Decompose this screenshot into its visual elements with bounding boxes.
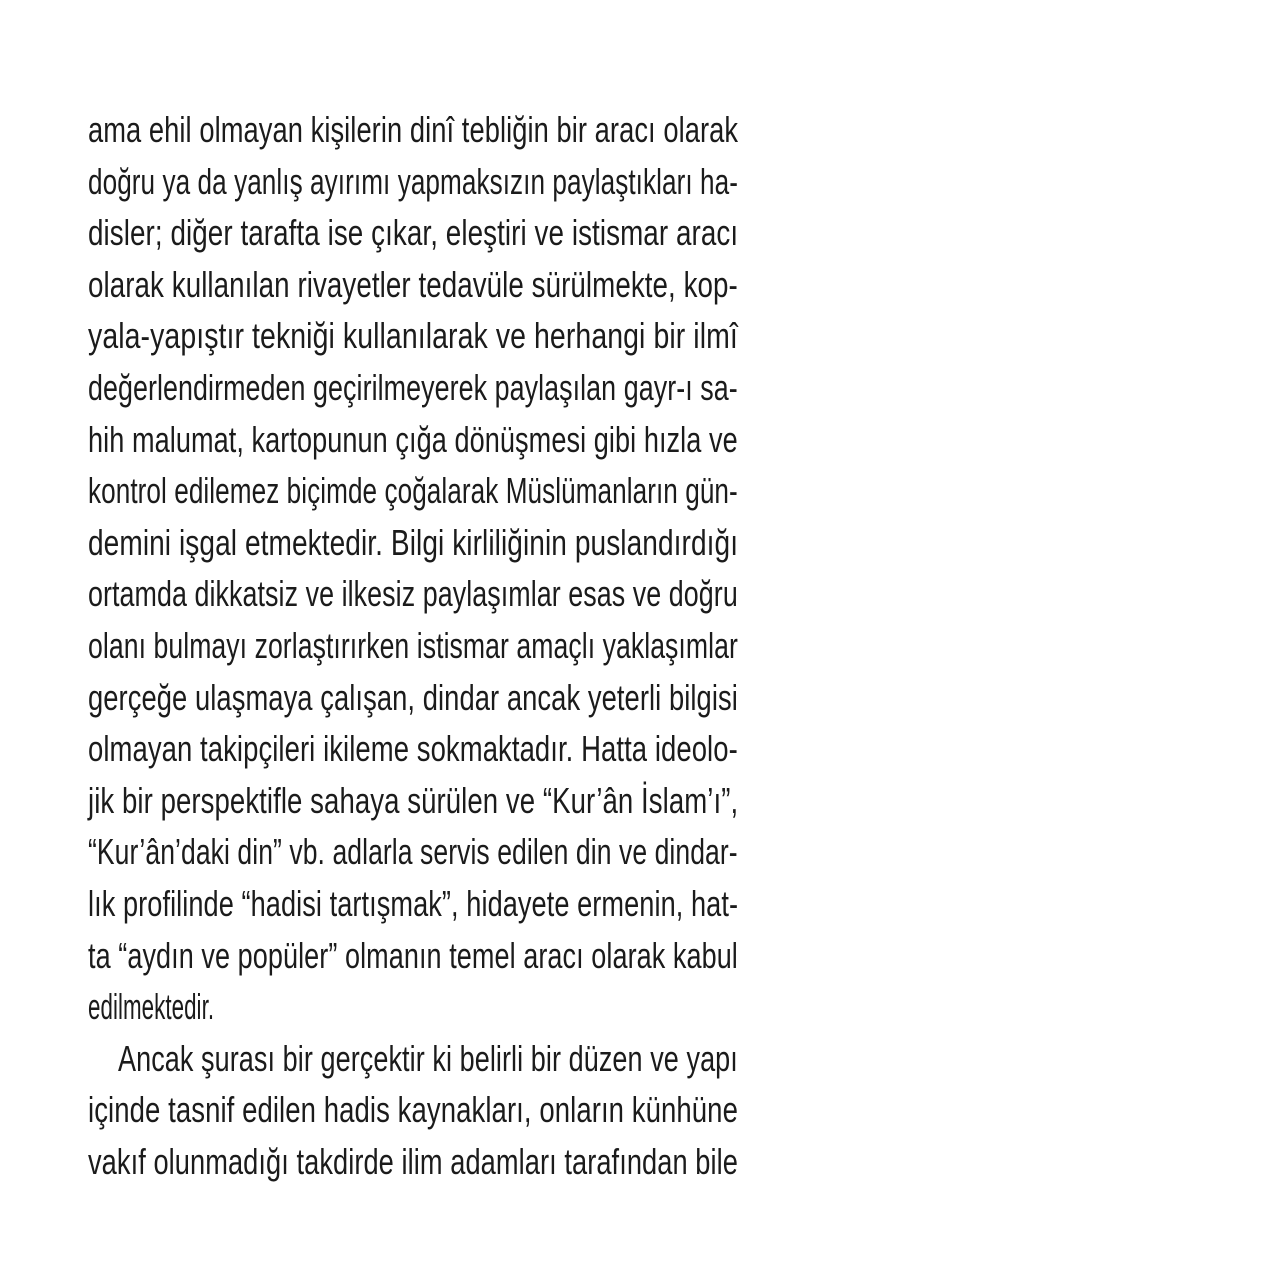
text-line: ama ehil olmayan kişilerin dinî tebliğin bir aracı olarak (88, 109, 739, 150)
body-text (88, 104, 738, 1187)
text-line: edilmektedir. (88, 986, 215, 1028)
text-line: olarak kullanılan rivayetler tedavüle sürülmekte, kop- (88, 263, 738, 305)
text-line: gerçeğe ulaşmaya çalışan, dindar ancak yeterli bilgisi (88, 676, 738, 718)
text-line: demini işgal etmektedir. Bilgi kirliliğinin puslandırdığı (88, 521, 739, 563)
paragraph-start-line: Ancak şurası bir gerçektir ki belirli bir düzen ve yapı (117, 1037, 738, 1079)
text-line: jik bir perspektifle sahaya sürülen ve “Kur’ân İslam’ı”, (88, 779, 739, 821)
text-line: vakıf olunmadığı takdirde ilim adamları tarafından bile (88, 1140, 738, 1182)
text-line: hih malumat, kartopunun çığa dönüşmesi gibi hızla ve (88, 418, 738, 460)
text-line: disler; diğer tarafta ise çıkar, eleştiri ve istismar aracı (88, 212, 739, 254)
text-line: değerlendirmeden geçirilmeyerek paylaşılan gayr-ı sa- (88, 366, 738, 408)
text-line: yala-yapıştır tekniği kullanılarak ve herhangi bir ilmî (88, 315, 738, 357)
text-line: olanı bulmayı zorlaştırırken istismar amaçlı yaklaşımlar (88, 624, 738, 666)
text-line: ortamda dikkatsiz ve ilkesiz paylaşımlar esas ve doğru (88, 573, 738, 615)
text-line: olmayan takipçileri ikileme sokmaktadır. Hatta ideolo- (88, 728, 738, 770)
text-line: lık profilinde “hadisi tartışmak”, hidayete ermenin, hat- (88, 882, 739, 924)
text-line: kontrol edilemez biçimde çoğalarak Müslümanların gün- (88, 470, 738, 512)
text-line: içinde tasnif edilen hadis kaynakları, onların künhüne (88, 1089, 738, 1131)
text-line: “Kur’ân’daki din” vb. adlarla servis edilen din ve dindar- (88, 831, 738, 873)
text-line: ta “aydın ve popüler” olmanın temel aracı olarak kabul (88, 934, 738, 976)
text-line: doğru ya da yanlış ayırımı yapmaksızın paylaştıkları ha- (88, 160, 738, 202)
